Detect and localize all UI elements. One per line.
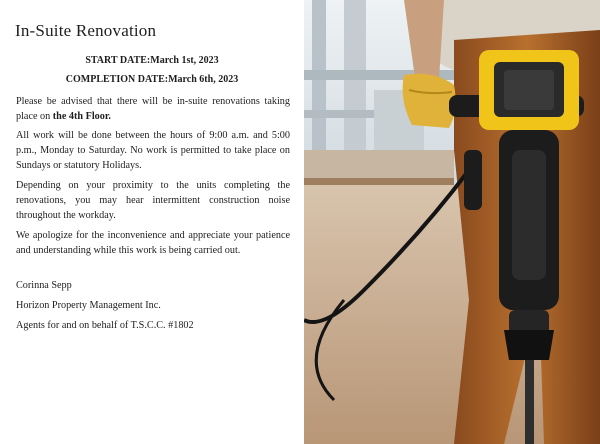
barrier bbox=[304, 150, 454, 180]
signature-name: Corinna Sepp bbox=[16, 280, 72, 291]
signature-company: Horizon Property Management Inc. bbox=[16, 300, 161, 311]
start-date-line bbox=[0, 55, 304, 66]
column bbox=[312, 0, 326, 170]
notice-paragraph-hours: All work will be done between the hours of 9:00 a.m. and 5:00 p.m., Monday to Saturday. No work is permitted to take place on Sundays or statutory Holidays. bbox=[16, 130, 290, 171]
notice-paragraph-floor bbox=[16, 94, 290, 124]
jackhammer-worker-photo bbox=[304, 0, 600, 444]
floor-intro-text: Please be advised that there will be in-suite renovations taking place on bbox=[16, 96, 290, 122]
jackhammer-body-panel bbox=[512, 150, 546, 280]
chisel-bit bbox=[525, 360, 534, 444]
jackhammer-collar bbox=[504, 330, 554, 360]
start-date-label: START DATE: bbox=[85, 55, 151, 66]
side-grip bbox=[464, 150, 482, 210]
notice-title: In-Suite Renovation bbox=[15, 21, 157, 40]
notice-paragraph-apology: We apologize for the inconvenience and appreciate your patience and understanding while this work is being carried out. bbox=[16, 230, 290, 256]
completion-date-line bbox=[0, 74, 304, 85]
completion-date-label: COMPLETION DATE: bbox=[65, 74, 169, 85]
signature-agents: Agents for and on behalf of T.S.C.C. #1802 bbox=[16, 320, 194, 331]
start-date-value: March 1st, 2023 bbox=[150, 55, 219, 66]
completion-date-value: March 6th, 2023 bbox=[168, 74, 239, 85]
glove bbox=[403, 74, 456, 128]
photo-illustration bbox=[304, 0, 600, 444]
jackhammer-vent-inner bbox=[504, 70, 554, 110]
notice-paragraph-noise: Depending on your proximity to the units completing the renovations, you may hear intermittent construction noise throughout the workday. bbox=[16, 180, 290, 221]
floor-emphasis: the 4th Floor. bbox=[52, 111, 111, 122]
